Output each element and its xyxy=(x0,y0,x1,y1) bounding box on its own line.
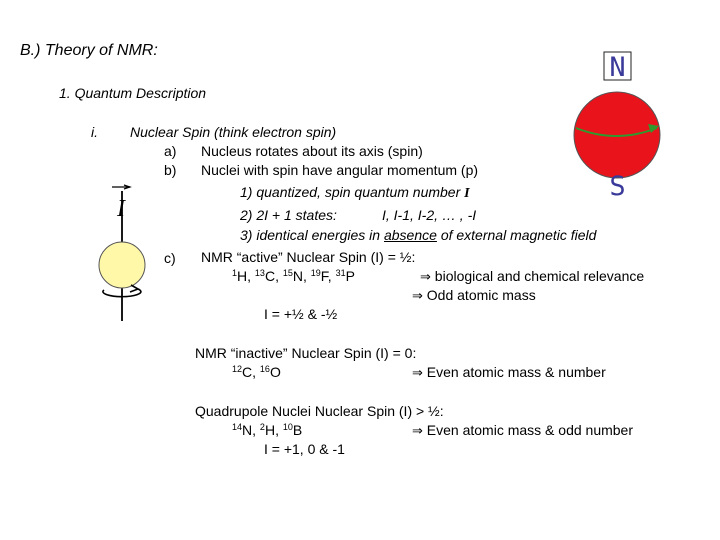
quadrupole-note-text: Even atomic mass & odd number xyxy=(426,422,634,438)
mass-number: 1 xyxy=(232,268,238,278)
active-note-2 xyxy=(412,287,536,305)
separator: , xyxy=(327,268,336,284)
nuclide xyxy=(311,268,328,284)
separator: , xyxy=(302,268,311,284)
yellow-nucleus-sphere xyxy=(99,242,145,288)
mass-number: 12 xyxy=(232,364,243,374)
south-pole-label: S xyxy=(609,171,626,202)
magnet-sphere-diagram xyxy=(560,40,670,210)
nuclide xyxy=(232,422,252,438)
item-b1-text: 1) quantized, spin quantum number xyxy=(240,184,461,200)
nuclide xyxy=(283,268,303,284)
spin-label-I: I xyxy=(117,196,125,222)
separator: , xyxy=(252,364,260,380)
mass-number: 31 xyxy=(335,268,346,278)
item-c-marker: c) xyxy=(164,250,176,266)
item-b2-text: 2) 2I + 1 states: xyxy=(240,207,337,223)
north-pole-label: N xyxy=(609,52,626,83)
nuclide xyxy=(232,364,252,380)
element-symbol: C xyxy=(264,268,276,284)
mass-number: 16 xyxy=(259,364,270,374)
item-b3-prefix: 3) identical energies in xyxy=(240,227,381,243)
item-marker: i. xyxy=(91,124,98,140)
element-symbol: B xyxy=(292,422,303,438)
element-symbol: N xyxy=(242,422,253,438)
inactive-note-text: Even atomic mass & number xyxy=(426,364,606,380)
separator: , xyxy=(275,268,283,284)
element-symbol: F xyxy=(320,268,328,284)
item-title: Nuclear Spin (think electron spin) xyxy=(130,124,337,140)
nuclide xyxy=(260,364,281,380)
spin-symbol: I xyxy=(464,186,470,201)
separator: , xyxy=(247,268,255,284)
mass-number: 2 xyxy=(259,422,265,432)
item-b-marker: b) xyxy=(164,162,177,178)
active-note-1-text: biological and chemical relevance xyxy=(434,268,645,284)
nuclear-spin-diagram xyxy=(70,185,150,325)
nuclide xyxy=(232,268,247,284)
implies-arrow-icon: ⇒ xyxy=(412,289,423,304)
item-b3-underlined: absence xyxy=(383,227,437,243)
item-b-text: Nuclei with spin have angular momentum (p) xyxy=(201,162,479,178)
nuclide xyxy=(336,268,355,284)
element-symbol: H xyxy=(264,422,276,438)
element-symbol: N xyxy=(292,268,303,284)
item-b3 xyxy=(240,227,596,244)
section-title: 1. Quantum Description xyxy=(59,85,207,101)
item-a-marker: a) xyxy=(164,143,177,159)
mass-number: 13 xyxy=(254,268,265,278)
item-b3-suffix: of external magnetic field xyxy=(440,227,597,243)
mass-number: 15 xyxy=(282,268,293,278)
nuclide xyxy=(255,268,275,284)
element-symbol: O xyxy=(269,364,281,380)
mass-number: 10 xyxy=(282,422,293,432)
inactive-nuclei-list xyxy=(232,364,281,381)
nuclide xyxy=(260,422,275,438)
implies-arrow-icon: ⇒ xyxy=(412,424,423,439)
mass-number: 19 xyxy=(310,268,321,278)
element-symbol: H xyxy=(237,268,248,284)
active-note-2-text: Odd atomic mass xyxy=(426,287,536,303)
item-b1 xyxy=(240,184,470,202)
active-values: I = +½ & -½ xyxy=(264,306,338,322)
inactive-heading: NMR “inactive” Nuclear Spin (I) = 0: xyxy=(195,345,417,361)
element-symbol: C xyxy=(242,364,253,380)
quadrupole-values: I = +1, 0 & -1 xyxy=(264,441,345,457)
nuclide xyxy=(283,422,302,438)
quadrupole-heading: Quadrupole Nuclei Nuclear Spin (I) > ½: xyxy=(195,403,444,419)
active-note-1 xyxy=(420,268,644,286)
implies-arrow-icon: ⇒ xyxy=(420,270,431,285)
quadrupole-nuclei-list xyxy=(232,422,302,439)
element-symbol: P xyxy=(345,268,355,284)
heading: B.) Theory of NMR: xyxy=(20,42,158,59)
active-heading: NMR “active” Nuclear Spin (I) = ½: xyxy=(201,249,416,265)
inactive-note xyxy=(412,364,606,382)
implies-arrow-icon: ⇒ xyxy=(412,366,423,381)
mass-number: 14 xyxy=(232,422,243,432)
item-b2-values: I, I-1, I-2, … , -I xyxy=(382,207,477,223)
item-a-text: Nucleus rotates about its axis (spin) xyxy=(201,143,423,159)
quadrupole-note xyxy=(412,422,633,440)
separator: , xyxy=(275,422,283,438)
separator: , xyxy=(252,422,260,438)
active-nuclei-list xyxy=(232,268,355,285)
